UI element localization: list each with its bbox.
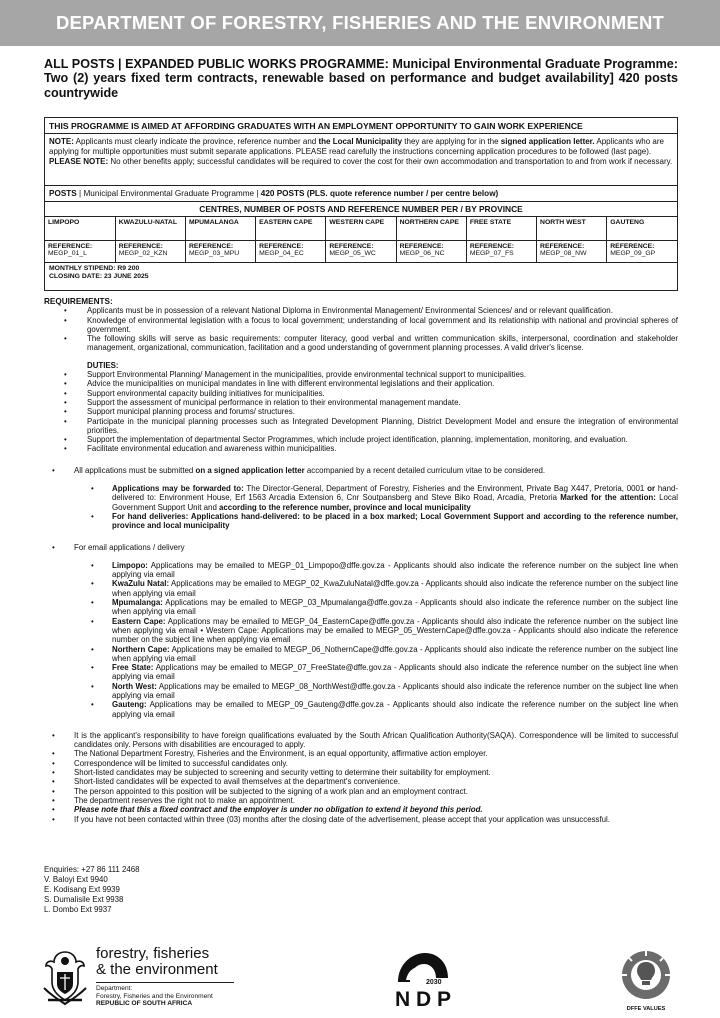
list-item: • Support environmental capacity building initiatives for municipalities. [44,389,678,398]
province-ref-cell: REFERENCE: MEGP_07_FS [466,240,536,262]
department-subtitle: Department: Forestry, Fisheries and the Environment REPUBLIC OF SOUTH AFRICA [96,985,213,1008]
email-item: • Gauteng: Applications may be emailed to MEGP_09_Gauteng@dffe.gov.za - Applicants should also indicate the reference number on the subject line when applying via email [44,700,678,719]
duties-list [44,370,678,454]
list-item: • It is the applicant's responsibility to have foreign qualifications evaluated by the South African Qualification Authority(SAQA). Correspondence will be limited to successful candidates only. Persons with disabilities are encouraged to apply. [44,731,678,750]
list-item: • The person appointed to this position will be subjected to the signing of a work plan and an employment contract. [44,787,678,796]
enquiries-phone: Enquiries: +27 86 111 2468 [44,865,140,874]
province-ref-cell: REFERENCE: MEGP_06_NC [396,240,466,262]
list-item: • Support municipal planning process and forums/ structures. [44,407,678,416]
list-item: • Support the assessment of municipal performance in relation to their environmental management mandate. [44,398,678,407]
footer [0,940,720,1018]
monthly-stipend: MONTHLY STIPEND: R9 200 [49,264,140,272]
enquiries-contact: S. Dumalisile Ext 9938 [44,895,124,904]
dffe-values-icon [617,948,675,1014]
list-item: • Support the implementation of departmental Sector Programmes, which include project identification, planning, implementation, monitoring, and evaluation. [44,435,678,444]
email-heading: • For email applications / delivery [44,543,678,552]
list-item: • Facilitate environmental education and awareness within municipalities. [44,444,678,453]
list-item: • Advice the municipalities on municipal mandates in line with different environmental legislations and their application. [44,379,678,388]
province-ref-cell: REFERENCE: MEGP_05_WC [326,240,396,262]
province-name: KWAZULU-NATAL [115,217,185,240]
province-name: LIMPOPO [45,217,115,240]
duties-heading: DUTIES: [87,360,119,370]
enquiries-contact: L. Dombo Ext 9937 [44,905,112,914]
province-name: NORTHERN CAPE [396,217,466,240]
ndp-year: 2030 [426,979,442,986]
province-ref-cell: REFERENCE: MEGP_02_KZN [115,240,185,262]
list-item: • Knowledge of environmental legislation with a focus to local government; understanding of local government and its relationship with national and provincial spheres of government. [44,316,678,335]
province-ref: MEGP_03_MPU [188,249,240,257]
email-heading-list [44,543,678,552]
email-item: • Eastern Cape: Applications may be emailed to MEGP_04_EasternCape@dffe.gov.za - Applicants should also indicate the reference number on the subject line when applying via email • Western Cape: Applications may be emailed to MEGP_05_WesternCape@dffe.gov.za - Applicants should also indicate the reference number on the subject line when applying via email [44,617,678,645]
posts-line: POSTS | Municipal Environmental Graduate Programme | 420 POSTS (PLS. quote reference number / per centre below) [45,186,677,202]
province-name: NORTH WEST [537,217,607,240]
province-ref: MEGP_02_KZN [118,249,168,257]
province-name: MPUMALANGA [185,217,255,240]
main-content [44,297,678,824]
email-item: • Free State: Applications may be emailed to MEGP_07_FreeState@dffe.gov.za - Applicants should also indicate the reference number on the subject line when applying via email [44,663,678,682]
province-ref: MEGP_06_NC [399,249,445,257]
province-ref: MEGP_09_GP [610,249,656,257]
email-item: • Limpopo: Applications may be emailed to MEGP_01_Limpopo@dffe.gov.za - Applicants should also indicate the reference number on the subject line when applying via email [44,561,678,580]
province-name: EASTERN CAPE [256,217,326,240]
province-ref: MEGP_08_NW [540,249,587,257]
programme-box [44,117,678,291]
dffe-values-label: DFFE VALUES [626,1006,666,1012]
email-item: • Mpumalanga: Applications may be emailed to MEGP_03_Mpumalanga@dffe.gov.za - Applicants should also indicate the reference number on the subject line when applying via email [44,598,678,617]
list-item: • Support Environmental Planning/ Management in the municipalities, provide environmental technical support to municipalities. [44,370,678,379]
list-item: • The National Department Forestry, Fisheries and the Environment, is an equal opportunity, affirmative action employer. [44,749,678,758]
requirements-list [44,306,678,352]
list-item: • Short-listed candidates may be subjected to screening and security vetting to determine their suitability for employment. [44,768,678,777]
banner-title: DEPARTMENT OF FORESTRY, FISHERIES AND THE ENVIRONMENT [0,0,720,46]
province-ref-cell: REFERENCE: MEGP_08_NW [537,240,607,262]
ndp-text: NDP [395,988,451,1010]
enquiries-contact: E. Kodisang Ext 9939 [44,885,120,894]
programme-heading: THIS PROGRAMME IS AIMED AT AFFORDING GRADUATES WITH AN EMPLOYMENT OPPORTUNITY TO GAIN WORK EXPERIENCE [45,118,677,134]
email-item: • KwaZulu Natal: Applications may be emailed to MEGP_02_KwaZuluNatal@dffe.gov.za - Applicants should also indicate the reference number on the subject line when applying via email [44,579,678,598]
enquiries-block [44,865,140,915]
list-item: • Participate in the municipal planning processes such as Integrated Development Planning, District Development Model and ensure the integration of environmental priorities. [44,417,678,436]
enquiries-contact: V. Baloyi Ext 9940 [44,875,108,884]
conditions-list [44,731,678,824]
coat-of-arms-icon [40,948,90,1008]
list-item: • Correspondence will be limited to successful candidates only. [44,759,678,768]
province-ref-cell: REFERENCE: MEGP_09_GP [607,240,677,262]
province-ref-cell: REFERENCE: MEGP_04_EC [256,240,326,262]
department-logo-text: forestry, fisheries & the environment [96,945,218,978]
list-item: • The following skills will serve as basic requirements: computer literacy, good verbal and written communication skills, interpersonal, coordination and stakeholder management, organizational, communication, facilitation and a good understanding of government planning processes. A valid driver's license. [44,334,678,353]
list-item: • If you have not been contacted within three (03) months after the closing date of the advertisement, please accept that your application was unsuccessful. [44,815,678,824]
email-item: • Northern Cape: Applications may be emailed to MEGP_06_NothernCape@dffe.gov.za - Applicants should also indicate the reference number on the subject line when applying via email [44,645,678,664]
province-name: WESTERN CAPE [326,217,396,240]
province-table [45,217,677,263]
province-ref-cell: REFERENCE: MEGP_01_L [45,240,115,262]
province-name: GAUTENG [607,217,677,240]
requirements-heading: REQUIREMENTS: [44,297,113,306]
list-item: • Short-listed candidates will be expected to avail themselves at the department's convenience. [44,777,678,786]
list-item: • Applicants must be in possession of a relevant National Diploma in Environmental Management/ Environmental Sciences/ and or relevant qualification. [44,306,678,315]
email-item: • North West: Applications may be emailed to MEGP_08_NorthWest@dffe.gov.za - Applicants should also indicate the reference number on the subject line when applying via email [44,682,678,701]
list-item: • The department reserves the right not to make an appointment. [44,796,678,805]
hand-delivery-item: • For hand deliveries: Applications hand-delivered: to be placed in a box marked; Local Government Support and according to the reference number, province and local municipality [44,512,678,531]
province-names-row [45,217,677,240]
ndp-logo-icon [392,950,454,1010]
email-list [44,561,678,719]
page-title: ALL POSTS | EXPANDED PUBLIC WORKS PROGRAMME: Municipal Environmental Graduate Programme: Two (2) years fixed term contracts, renewable based on performance and budget availability] 420 posts countrywide [44,57,678,100]
submission-list [44,466,678,475]
province-name: FREE STATE [466,217,536,240]
province-ref: MEGP_05_WC [329,249,376,257]
centres-heading: CENTRES, NUMBER OF POSTS AND REFERENCE NUMBER PER / BY PROVINCE [45,202,677,217]
list-item: • Please note that this a fixed contract and the employer is under no obligation to extend it beyond this period. [44,805,678,814]
programme-note: NOTE: Applicants must clearly indicate the province, reference number and the Local Municipality they are applying for in the signed application letter. Applicants who are applying for multiple opportunities must submit separate applications. PLEASE read carefully the instructions concerning application procedures to be followed (last page). PLEASE NOTE: No other benefits apply; successful candidates will be required to cover the cost for their own accommodation and transportation to and from work if necessary. [45,134,677,186]
divider [96,982,234,983]
province-refs-row [45,240,677,262]
closing-date: CLOSING DATE: 23 JUNE 2025 [49,273,149,280]
province-ref: MEGP_01_L [48,249,87,257]
province-ref: MEGP_07_FS [469,249,514,257]
forward-list [44,484,678,530]
submission-item: • All applications must be submitted on a signed application letter accompanied by a recent detailed curriculum vitae to be considered. [44,466,678,475]
forward-item: • Applications may be forwarded to: The Director-General, Department of Forestry, Fisheries and the Environment, Private Bag X447, Pretoria, 0001 or hand-delivered to: Environment House, Erf 1563 Arcadia Extension 6, Cnr Soutpansberg and Steve Biko Road, Arcadia, Pretoria Marked for the attention: Local Government Support Unit and according to the reference number, province and local municipality [44,484,678,512]
province-ref-cell: REFERENCE: MEGP_03_MPU [185,240,255,262]
stipend-closing [45,263,677,284]
province-ref: MEGP_04_EC [259,249,304,257]
